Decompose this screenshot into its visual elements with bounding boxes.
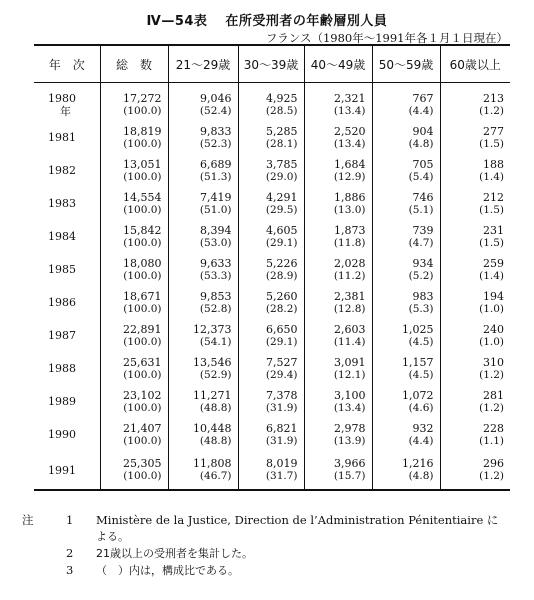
note-text: よる。	[96, 530, 129, 543]
table-row	[34, 121, 510, 154]
data-cell	[100, 385, 168, 418]
count-value: 14,554	[123, 190, 162, 204]
notes-label: 注	[22, 513, 34, 527]
percent-value: (4.5)	[408, 335, 434, 348]
column-header: 総 数	[100, 45, 168, 83]
data-cell	[440, 418, 510, 451]
data-cell	[238, 83, 304, 122]
count-value: 7,419	[200, 190, 232, 204]
data-cell	[238, 319, 304, 352]
data-cell	[168, 352, 238, 385]
data-cell	[372, 352, 440, 385]
count-value: 11,808	[193, 457, 232, 470]
percent-value: (52.3)	[199, 137, 232, 150]
table-body	[34, 83, 510, 491]
count-value: 1,216	[402, 457, 434, 470]
header-row	[34, 45, 510, 83]
count-value: 22,891	[123, 322, 162, 336]
percent-value: (1.2)	[479, 401, 504, 414]
percent-value: (5.1)	[408, 203, 434, 216]
percent-value: (11.4)	[333, 335, 366, 348]
count-value: 1,886	[334, 190, 366, 204]
year-value: 1989	[48, 395, 76, 408]
year-cell	[34, 385, 100, 418]
data-cell	[372, 83, 440, 122]
data-cell	[100, 187, 168, 220]
data-cell	[168, 451, 238, 490]
data-cell	[168, 187, 238, 220]
count-value: 1,157	[402, 355, 434, 369]
count-value: 904	[412, 124, 434, 138]
percent-value: (1.5)	[479, 137, 504, 150]
note-text: 21歳以上の受刑者を集計した。	[96, 547, 253, 560]
year-cell	[34, 154, 100, 187]
data-cell	[100, 418, 168, 451]
year-cell	[34, 220, 100, 253]
data-cell	[372, 319, 440, 352]
count-value: 18,080	[123, 256, 162, 270]
data-cell	[238, 220, 304, 253]
percent-value: (100.0)	[123, 170, 162, 183]
data-cell	[168, 220, 238, 253]
year-cell	[34, 286, 100, 319]
count-value: 25,305	[123, 457, 162, 470]
note-item	[22, 562, 522, 579]
prisoners-age-table	[34, 44, 510, 491]
count-value: 2,978	[334, 421, 366, 435]
percent-value: (1.4)	[479, 269, 504, 282]
data-cell	[168, 83, 238, 122]
year-value: 1991	[48, 463, 76, 477]
data-cell	[304, 418, 372, 451]
data-cell	[168, 121, 238, 154]
data-cell	[372, 451, 440, 490]
percent-value: (1.4)	[479, 170, 504, 183]
year-value: 1982	[48, 164, 76, 177]
count-value: 3,100	[334, 388, 366, 402]
count-value: 277	[483, 124, 504, 138]
count-value: 259	[483, 256, 504, 270]
table-row	[34, 154, 510, 187]
data-cell	[372, 253, 440, 286]
percent-value: (48.8)	[199, 434, 232, 447]
data-cell	[100, 253, 168, 286]
percent-value: (5.4)	[408, 170, 434, 183]
percent-value: (5.3)	[408, 302, 434, 315]
count-value: 9,833	[200, 124, 232, 138]
percent-value: (13.4)	[333, 401, 366, 414]
count-value: 767	[412, 91, 434, 105]
count-value: 1,025	[402, 322, 434, 336]
percent-value: (100.0)	[123, 434, 162, 447]
count-value: 2,028	[334, 256, 366, 270]
data-cell	[238, 187, 304, 220]
data-cell	[440, 121, 510, 154]
column-header: 40～49歳	[304, 45, 372, 83]
count-value: 10,448	[193, 421, 232, 435]
count-value: 18,671	[123, 289, 162, 303]
data-cell	[304, 319, 372, 352]
count-value: 934	[412, 256, 434, 270]
percent-value: (15.7)	[333, 470, 366, 482]
count-value: 4,291	[266, 190, 298, 204]
count-value: 25,631	[123, 355, 162, 369]
year-value: 1988	[48, 362, 76, 375]
percent-value: (31.9)	[265, 434, 298, 447]
count-value: 746	[412, 190, 434, 204]
count-value: 7,527	[266, 355, 298, 369]
data-cell	[238, 253, 304, 286]
percent-value: (4.4)	[408, 434, 434, 447]
year-value: 1981	[48, 131, 76, 144]
table-row	[34, 319, 510, 352]
data-cell	[440, 220, 510, 253]
percent-value: (4.8)	[408, 137, 434, 150]
table-code: Ⅳ—54表	[146, 14, 208, 29]
percent-value: (29.4)	[265, 368, 298, 381]
percent-value: (13.0)	[333, 203, 366, 216]
percent-value: (53.3)	[199, 269, 232, 282]
note-number: 1	[66, 513, 74, 527]
percent-value: (12.1)	[333, 368, 366, 381]
data-cell	[238, 154, 304, 187]
table-row	[34, 286, 510, 319]
percent-value: (29.5)	[265, 203, 298, 216]
count-value: 2,603	[334, 322, 366, 336]
count-value: 8,394	[200, 223, 232, 237]
count-value: 6,689	[200, 157, 232, 171]
notes	[22, 512, 522, 579]
count-value: 3,785	[266, 157, 298, 171]
count-value: 4,605	[266, 223, 298, 237]
count-value: 11,271	[193, 388, 232, 402]
count-value: 188	[483, 157, 504, 171]
count-value: 8,019	[266, 457, 298, 470]
data-cell	[304, 154, 372, 187]
percent-value: (12.8)	[333, 302, 366, 315]
table-row	[34, 220, 510, 253]
count-value: 296	[483, 457, 504, 470]
year-unit: 年	[60, 104, 71, 118]
data-cell	[304, 286, 372, 319]
note-text: Ministère de la Justice, Direction de l’Administration Pénitentiaire に	[96, 513, 499, 527]
count-value: 194	[483, 289, 504, 303]
count-value: 21,407	[123, 421, 162, 435]
year-cell	[34, 83, 100, 122]
count-value: 4,925	[266, 91, 298, 105]
percent-value: (100.0)	[123, 302, 162, 315]
percent-value: (100.0)	[123, 203, 162, 216]
year-value: 1983	[48, 197, 76, 210]
data-cell	[304, 253, 372, 286]
table-subtitle: フランス（1980年～1991年各１月１日現在）	[265, 31, 508, 45]
year-value: 1990	[48, 428, 76, 441]
count-value: 6,650	[266, 322, 298, 336]
count-value: 310	[483, 355, 504, 369]
percent-value: (29.1)	[265, 335, 298, 348]
data-cell	[440, 83, 510, 122]
data-cell	[168, 253, 238, 286]
percent-value: (28.5)	[265, 104, 298, 117]
count-value: 240	[483, 322, 504, 336]
year-cell	[34, 451, 100, 490]
count-value: 213	[483, 91, 504, 105]
count-value: 9,633	[200, 256, 232, 270]
count-value: 2,520	[334, 124, 366, 138]
count-value: 15,842	[123, 223, 162, 237]
count-value: 2,381	[334, 289, 366, 303]
percent-value: (52.8)	[199, 302, 232, 315]
year-value: 1980	[48, 91, 76, 105]
count-value: 1,684	[334, 157, 366, 171]
percent-value: (100.0)	[123, 104, 162, 117]
count-value: 3,966	[334, 457, 366, 470]
data-cell	[304, 352, 372, 385]
percent-value: (100.0)	[123, 137, 162, 150]
percent-value: (1.2)	[479, 104, 504, 117]
percent-value: (100.0)	[123, 236, 162, 249]
count-value: 13,051	[123, 157, 162, 171]
percent-value: (51.0)	[199, 203, 232, 216]
data-cell	[100, 83, 168, 122]
year-value: 1985	[48, 263, 76, 276]
percent-value: (52.4)	[199, 104, 232, 117]
percent-value: (5.2)	[408, 269, 434, 282]
column-header: 年 次	[34, 45, 100, 83]
count-value: 983	[412, 289, 434, 303]
data-cell	[304, 187, 372, 220]
note-number: 2	[66, 546, 74, 560]
percent-value: (4.8)	[408, 470, 434, 482]
table-row	[34, 352, 510, 385]
percent-value: (48.8)	[199, 401, 232, 414]
percent-value: (1.2)	[479, 470, 504, 482]
percent-value: (1.5)	[479, 203, 504, 216]
data-cell	[440, 352, 510, 385]
percent-value: (4.4)	[408, 104, 434, 117]
year-value: 1987	[48, 329, 76, 342]
count-value: 9,046	[200, 91, 232, 105]
data-cell	[304, 220, 372, 253]
percent-value: (4.7)	[408, 236, 434, 249]
data-cell	[440, 253, 510, 286]
data-cell	[372, 418, 440, 451]
data-cell	[372, 121, 440, 154]
percent-value: (4.6)	[408, 401, 434, 414]
note-item	[22, 528, 522, 545]
data-cell	[440, 319, 510, 352]
count-value: 5,226	[266, 256, 298, 270]
data-cell	[100, 154, 168, 187]
count-value: 705	[412, 157, 434, 171]
year-cell	[34, 418, 100, 451]
data-cell	[372, 154, 440, 187]
percent-value: (100.0)	[123, 269, 162, 282]
data-cell	[440, 451, 510, 490]
percent-value: (28.1)	[265, 137, 298, 150]
count-value: 1,873	[334, 223, 366, 237]
data-cell	[100, 319, 168, 352]
percent-value: (1.0)	[479, 302, 504, 315]
column-header: 60歳以上	[440, 45, 510, 83]
data-cell	[100, 451, 168, 490]
percent-value: (52.9)	[199, 368, 232, 381]
table-row	[34, 418, 510, 451]
data-cell	[440, 286, 510, 319]
column-header: 21～29歳	[168, 45, 238, 83]
data-cell	[168, 154, 238, 187]
count-value: 2,321	[334, 91, 366, 105]
data-cell	[304, 121, 372, 154]
count-value: 1,072	[402, 388, 434, 402]
percent-value: (29.0)	[265, 170, 298, 183]
count-value: 9,853	[200, 289, 232, 303]
data-cell	[372, 220, 440, 253]
year-cell	[34, 253, 100, 286]
data-cell	[238, 286, 304, 319]
data-cell	[238, 121, 304, 154]
year-value: 1984	[48, 230, 76, 243]
percent-value: (12.9)	[333, 170, 366, 183]
count-value: 18,819	[123, 124, 162, 138]
percent-value: (100.0)	[123, 335, 162, 348]
percent-value: (54.1)	[199, 335, 232, 348]
note-number: 3	[66, 563, 74, 577]
percent-value: (4.5)	[408, 368, 434, 381]
table-row	[34, 83, 510, 122]
data-cell	[304, 83, 372, 122]
data-cell	[440, 187, 510, 220]
data-cell	[372, 385, 440, 418]
percent-value: (53.0)	[199, 236, 232, 249]
data-cell	[238, 451, 304, 490]
data-cell	[100, 121, 168, 154]
table-row	[34, 385, 510, 418]
percent-value: (1.0)	[479, 335, 504, 348]
table-row	[34, 451, 510, 490]
percent-value: (31.7)	[265, 470, 298, 482]
percent-value: (100.0)	[123, 401, 162, 414]
percent-value: (1.2)	[479, 368, 504, 381]
count-value: 7,378	[266, 388, 298, 402]
count-value: 739	[412, 223, 434, 237]
count-value: 212	[483, 190, 504, 204]
percent-value: (46.7)	[199, 470, 232, 482]
count-value: 13,546	[193, 355, 232, 369]
data-cell	[168, 385, 238, 418]
year-cell	[34, 319, 100, 352]
percent-value: (29.1)	[265, 236, 298, 249]
count-value: 5,260	[266, 289, 298, 303]
year-cell	[34, 352, 100, 385]
column-header: 50～59歳	[372, 45, 440, 83]
year-cell	[34, 121, 100, 154]
data-cell	[304, 451, 372, 490]
data-cell	[100, 286, 168, 319]
count-value: 228	[483, 421, 504, 435]
percent-value: (28.2)	[265, 302, 298, 315]
percent-value: (11.2)	[333, 269, 366, 282]
data-cell	[168, 418, 238, 451]
data-cell	[238, 352, 304, 385]
percent-value: (1.5)	[479, 236, 504, 249]
table-title-text: 在所受刑者の年齢層別人員	[225, 14, 388, 29]
year-value: 1986	[48, 296, 76, 309]
count-value: 23,102	[123, 388, 162, 402]
percent-value: (51.3)	[199, 170, 232, 183]
percent-value: (13.4)	[333, 104, 366, 117]
percent-value: (1.1)	[479, 434, 504, 447]
data-cell	[372, 286, 440, 319]
data-cell	[168, 319, 238, 352]
count-value: 281	[483, 388, 504, 402]
count-value: 932	[412, 421, 434, 435]
count-value: 3,091	[334, 355, 366, 369]
percent-value: (31.9)	[265, 401, 298, 414]
count-value: 12,373	[193, 322, 232, 336]
percent-value: (28.9)	[265, 269, 298, 282]
data-cell	[372, 187, 440, 220]
data-cell	[440, 385, 510, 418]
table-row	[34, 187, 510, 220]
percent-value: (11.8)	[333, 236, 366, 249]
data-cell	[440, 154, 510, 187]
data-cell	[238, 385, 304, 418]
data-cell	[100, 352, 168, 385]
column-header: 30～39歳	[238, 45, 304, 83]
note-item	[22, 512, 522, 528]
note-text: （ ）内は，構成比である。	[96, 564, 239, 577]
data-cell	[238, 418, 304, 451]
percent-value: (100.0)	[123, 470, 162, 482]
count-value: 5,285	[266, 124, 298, 138]
count-value: 231	[483, 223, 504, 237]
percent-value: (13.4)	[333, 137, 366, 150]
year-cell	[34, 187, 100, 220]
count-value: 17,272	[123, 91, 162, 105]
count-value: 6,821	[266, 421, 298, 435]
data-cell	[304, 385, 372, 418]
data-cell	[100, 220, 168, 253]
percent-value: (100.0)	[123, 368, 162, 381]
note-item	[22, 545, 522, 562]
table-row	[34, 253, 510, 286]
data-cell	[168, 286, 238, 319]
table-title	[0, 10, 534, 29]
percent-value: (13.9)	[333, 434, 366, 447]
